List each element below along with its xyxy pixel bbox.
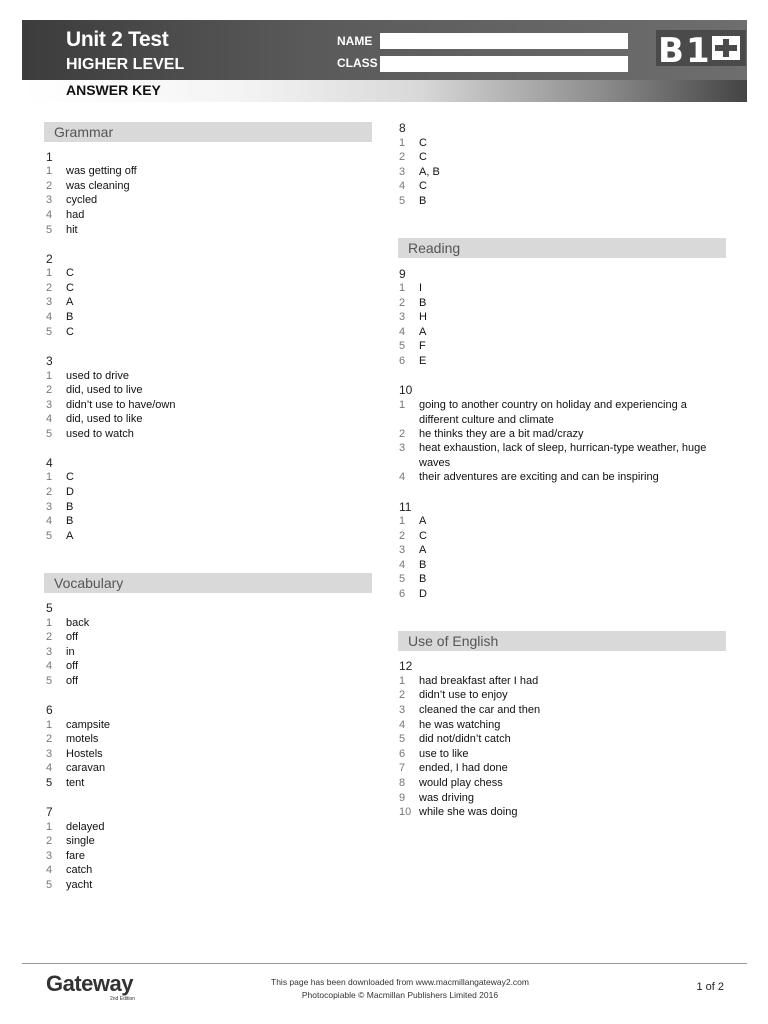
level-title: HIGHER LEVEL: [66, 56, 185, 73]
question-number: 11: [399, 500, 412, 514]
section-reading: Reading: [398, 238, 726, 258]
question-number: 6: [46, 703, 53, 717]
section-grammar: Grammar: [44, 122, 372, 142]
gateway-logo: Gateway: [46, 971, 133, 996]
copyright-notice: Photocopiable © Macmillan Publishers Limited 2016: [301, 990, 499, 1000]
unit-title: Unit 2 Test: [66, 28, 169, 51]
b1-plus-logo-icon: [656, 30, 746, 66]
section-use-of-english: Use of English: [398, 631, 726, 651]
question-number: 5: [46, 601, 53, 615]
svg-text:1: 1: [686, 31, 710, 66]
edition-label: 2nd Edition: [110, 996, 136, 1002]
question-number: 3: [46, 354, 53, 368]
page-number: 1 of 2: [696, 981, 724, 993]
download-notice: This page has been downloaded from www.macmillangateway2.com: [271, 977, 529, 987]
class-label: CLASS: [337, 56, 378, 70]
question-number: 4: [46, 456, 53, 470]
svg-text:B: B: [658, 31, 684, 66]
question-number: 10: [399, 383, 413, 397]
section-vocabulary: Vocabulary: [44, 573, 372, 593]
footer-divider: [22, 963, 747, 964]
question-number: 9: [399, 267, 406, 281]
answer-key-title: ANSWER KEY: [66, 82, 161, 98]
page-header: [22, 20, 747, 102]
question-number: 7: [46, 805, 53, 819]
question-number: 2: [46, 252, 53, 266]
question-number: 8: [399, 121, 406, 135]
question-number: 12: [399, 659, 413, 673]
name-label: NAME: [337, 34, 373, 48]
class-field[interactable]: [380, 56, 628, 72]
name-field[interactable]: [380, 33, 628, 49]
question-number: 1: [46, 150, 53, 164]
